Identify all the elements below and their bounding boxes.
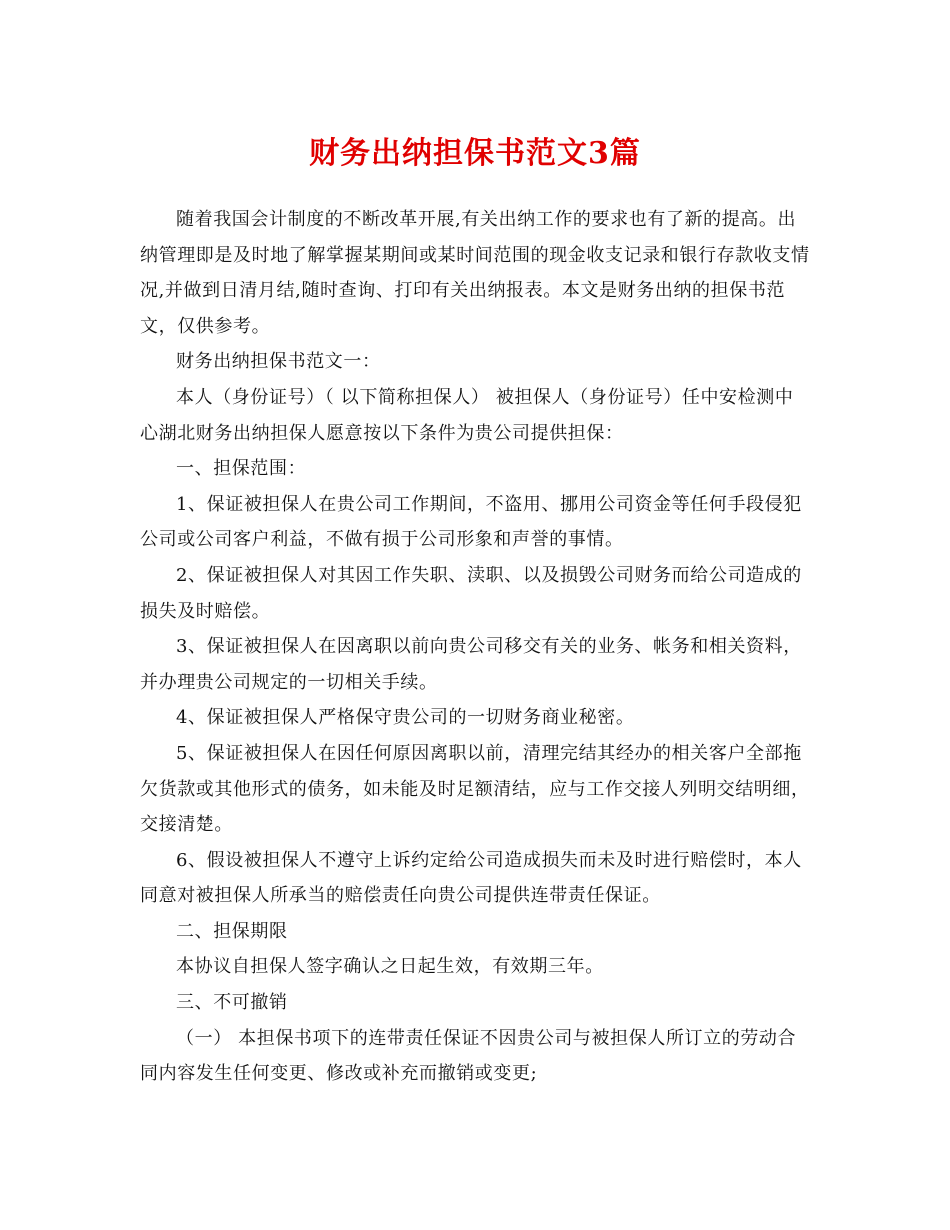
section-heading-term: 二、担保期限 bbox=[176, 920, 288, 942]
term-paragraph: 本协议自担保人签字确认之日起生效，有效期三年。 bbox=[176, 956, 604, 978]
irrevocable-clause-1: （一） 本担保书项下的连带责任保证不因贵公司与被担保人所订立的劳动合同内容发生任何变更、修改或补充而撤销或变更; bbox=[140, 1027, 797, 1085]
section-heading-irrevocable: 三、不可撤销 bbox=[176, 992, 288, 1014]
clause-1: 1、保证被担保人在贵公司工作期间，不盗用、挪用公司资金等任何手段侵犯公司或公司客户利益，不做有损于公司形象和声誉的事情。 bbox=[140, 493, 802, 551]
document-title: 财务出纳担保书范文3篇 bbox=[309, 136, 641, 171]
clause-3: 3、保证被担保人在因离职以前向贵公司移交有关的业务、帐务和相关资料，并办理贵公司规定的一切相关手续。 bbox=[140, 636, 802, 693]
clause-5: 5、保证被担保人在因任何原因离职以前，清理完结其经办的相关客户全部拖欠货款或其他形式的债务，如未能及时足额清结，应与工作交接人列明交结明细，交接清楚。 bbox=[140, 742, 810, 836]
clause-6: 6、假设被担保人不遵守上诉约定给公司造成损失而未及时进行赔偿时，本人同意对被担保人所承当的赔偿责任向贵公司提供连带责任保证。 bbox=[140, 849, 802, 907]
sample-heading: 财务出纳担保书范文一： bbox=[176, 351, 381, 373]
clause-4: 4、保证被担保人严格保守贵公司的一切财务商业秘密。 bbox=[176, 707, 635, 729]
section-heading-scope: 一、担保范围： bbox=[176, 458, 307, 480]
document-body bbox=[140, 202, 812, 1092]
intro-paragraph: 随着我国会计制度的不断改革开展,有关出纳工作的要求也有了新的提高。出纳管理即是及时地了解掌握某期间或某时间范围的现金收支记录和银行存款收支情况,并做到日清月结,随时查询、打印有关出纳报表。本文是财务出纳的担保书范文，仅供参考。 bbox=[140, 209, 810, 337]
guarantor-statement: 本人（身份证号）（ 以下简称担保人） 被担保人（身份证号）任中安检测中心湖北财务出纳担保人愿意按以下条件为贵公司提供担保： bbox=[140, 386, 794, 444]
clause-2: 2、保证被担保人对其因工作失职、渎职、以及损毁公司财务而给公司造成的损失及时赔偿。 bbox=[140, 564, 802, 622]
